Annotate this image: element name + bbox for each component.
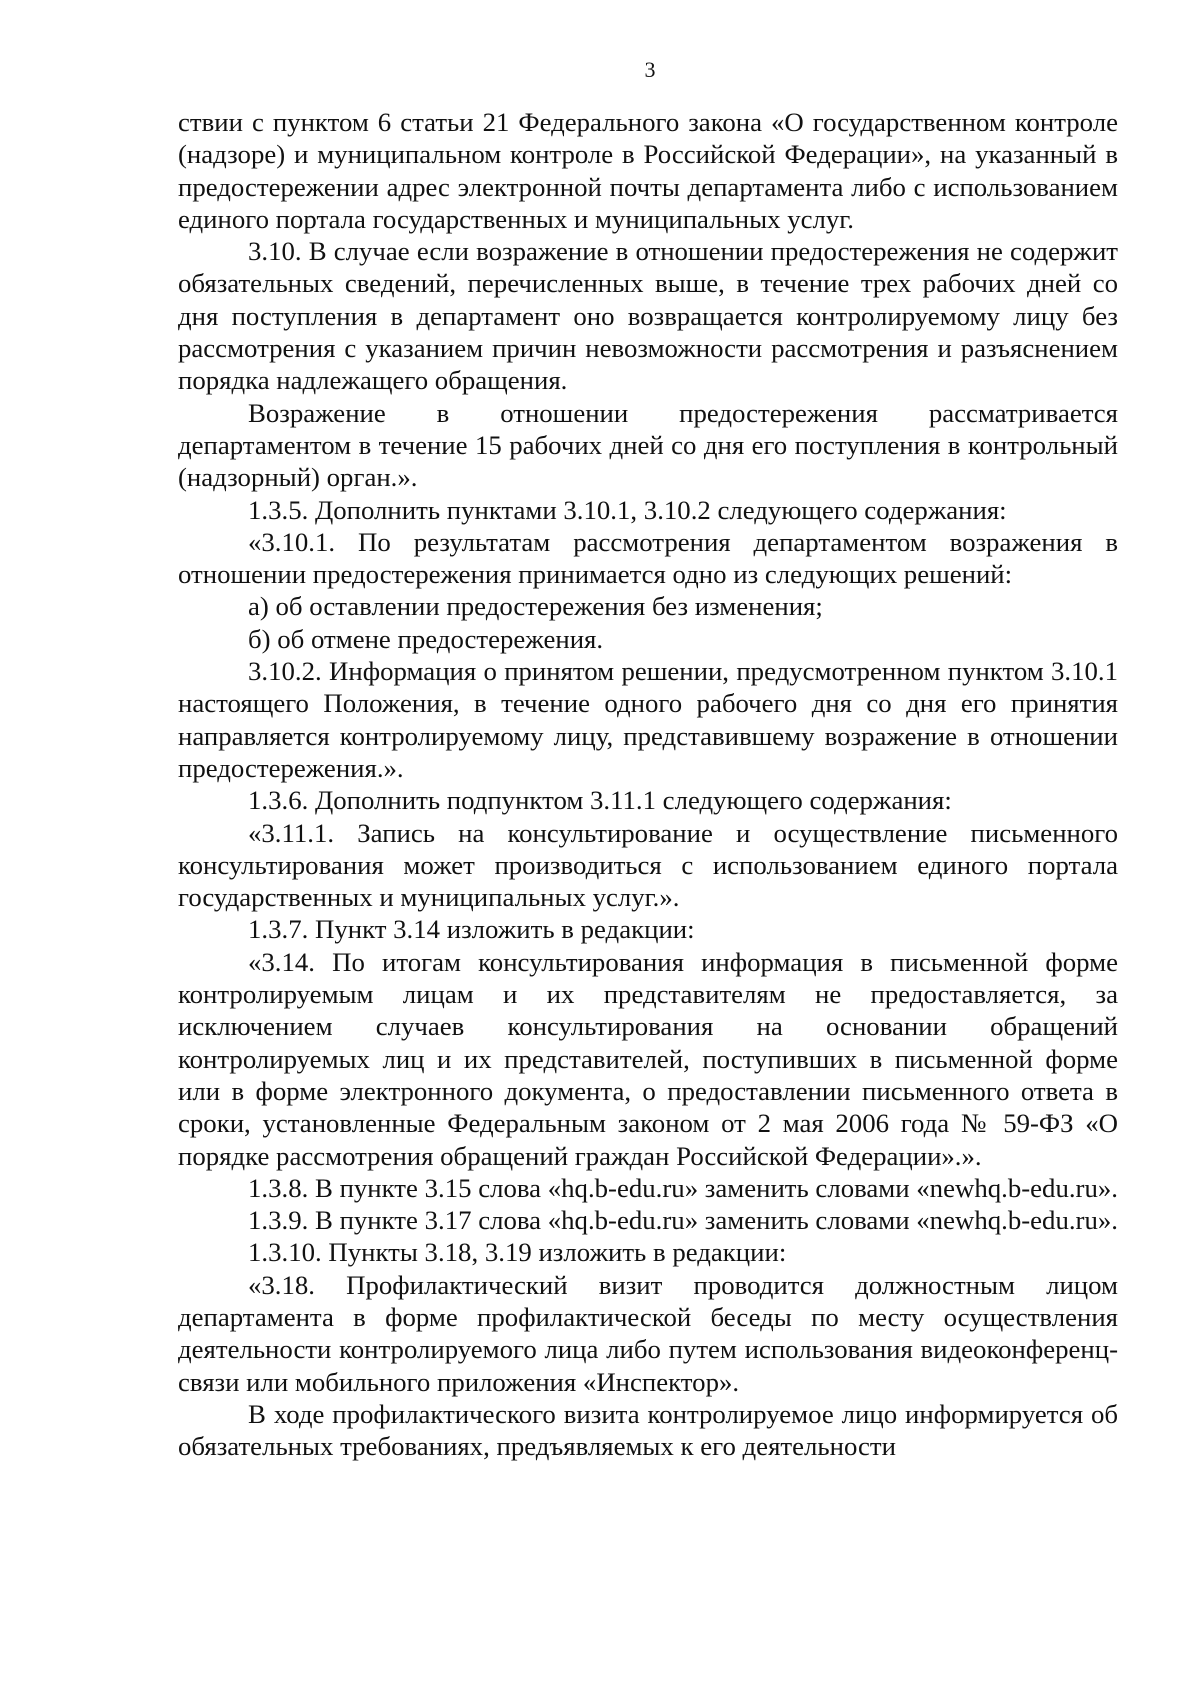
- paragraph-1: ствии с пунктом 6 статьи 21 Федерального закона «О государственном контроле (надзоре) и муниципальном контроле в Российской Федерации», на указанный в предостережении адрес электронной почты департамента либо с использованием единого портала государственных и муниципальных услуг.: [178, 107, 1118, 234]
- paragraph-4: 1.3.5. Дополнить пунктами 3.10.1, 3.10.2 следующего содержания:: [248, 494, 1007, 525]
- paragraph-14: 1.3.9. В пункте 3.17 слова «hq.b-edu.ru» заменить словами «newhq.b-edu.ru».: [248, 1205, 1118, 1236]
- paragraph-6: а) об оставлении предостережения без изменения;: [248, 591, 823, 622]
- paragraph-17: В ходе профилактического визита контролируемое лицо информируется об обязательных требованиях, предъявляемых к его деятельности: [178, 1398, 1118, 1462]
- paragraph-9: 1.3.6. Дополнить подпунктом 3.11.1 следующего содержания:: [248, 785, 952, 816]
- paragraph-3: Возражение в отношении предостережения рассматривается департаментом в течение 15 рабочих дней со дня его поступления в контрольный (надзорный) орган.».: [178, 397, 1118, 493]
- paragraph-8: 3.10.2. Информация о принятом решении, предусмотренном пунктом 3.10.1 настоящего Положения, в течение одного рабочего дня со дня его принятия направляется контролируемому лицу, представившему возражение в отношении предостережения.».: [178, 656, 1118, 783]
- paragraph-12: «3.14. По итогам консультирования информация в письменной форме контролируемым лицам и их представителям не предоставляется, за исключением случаев консультирования на основании обращений контролируемых лиц и их представителей, поступивших в письменной форме или в форме электронного документа, о предоставлении письменного ответа в сроки, установленные Федеральным законом от 2 мая 2006 года № 59-ФЗ «О порядке рассмотрения обращений граждан Российской Федерации».».: [178, 946, 1118, 1171]
- paragraph-15: 1.3.10. Пункты 3.18, 3.19 изложить в редакции:: [248, 1237, 787, 1268]
- paragraph-7: б) об отмене предостережения.: [248, 623, 604, 654]
- paragraph-13: 1.3.8. В пункте 3.15 слова «hq.b-edu.ru» заменить словами «newhq.b-edu.ru».: [248, 1172, 1118, 1203]
- paragraph-5: «3.10.1. По результатам рассмотрения департаментом возражения в отношении предостережения принимается одно из следующих решений:: [178, 526, 1118, 590]
- paragraph-11: 1.3.7. Пункт 3.14 изложить в редакции:: [248, 914, 695, 945]
- paragraph-10: «3.11.1. Запись на консультирование и осуществление письменного консультирования может производиться с использованием единого портала государственных и муниципальных услуг.».: [178, 817, 1118, 913]
- paragraph-16: «3.18. Профилактический визит проводится должностным лицом департамента в форме профилактической беседы по месту осуществления деятельности контролируемого лица либо путем использования видеоконференц-связи или мобильного приложения «Инспектор».: [178, 1269, 1118, 1397]
- paragraph-2: 3.10. В случае если возражение в отношении предостережения не содержит обязательных сведений, перечисленных выше, в течение трех рабочих дней со дня поступления в департамент оно возвращается контролируемому лицу без рассмотрения с указанием причин невозможности рассмотрения и разъяснением порядка надлежащего обращения.: [178, 236, 1118, 396]
- page-number: 3: [644, 57, 656, 82]
- document-body: [178, 106, 1118, 1462]
